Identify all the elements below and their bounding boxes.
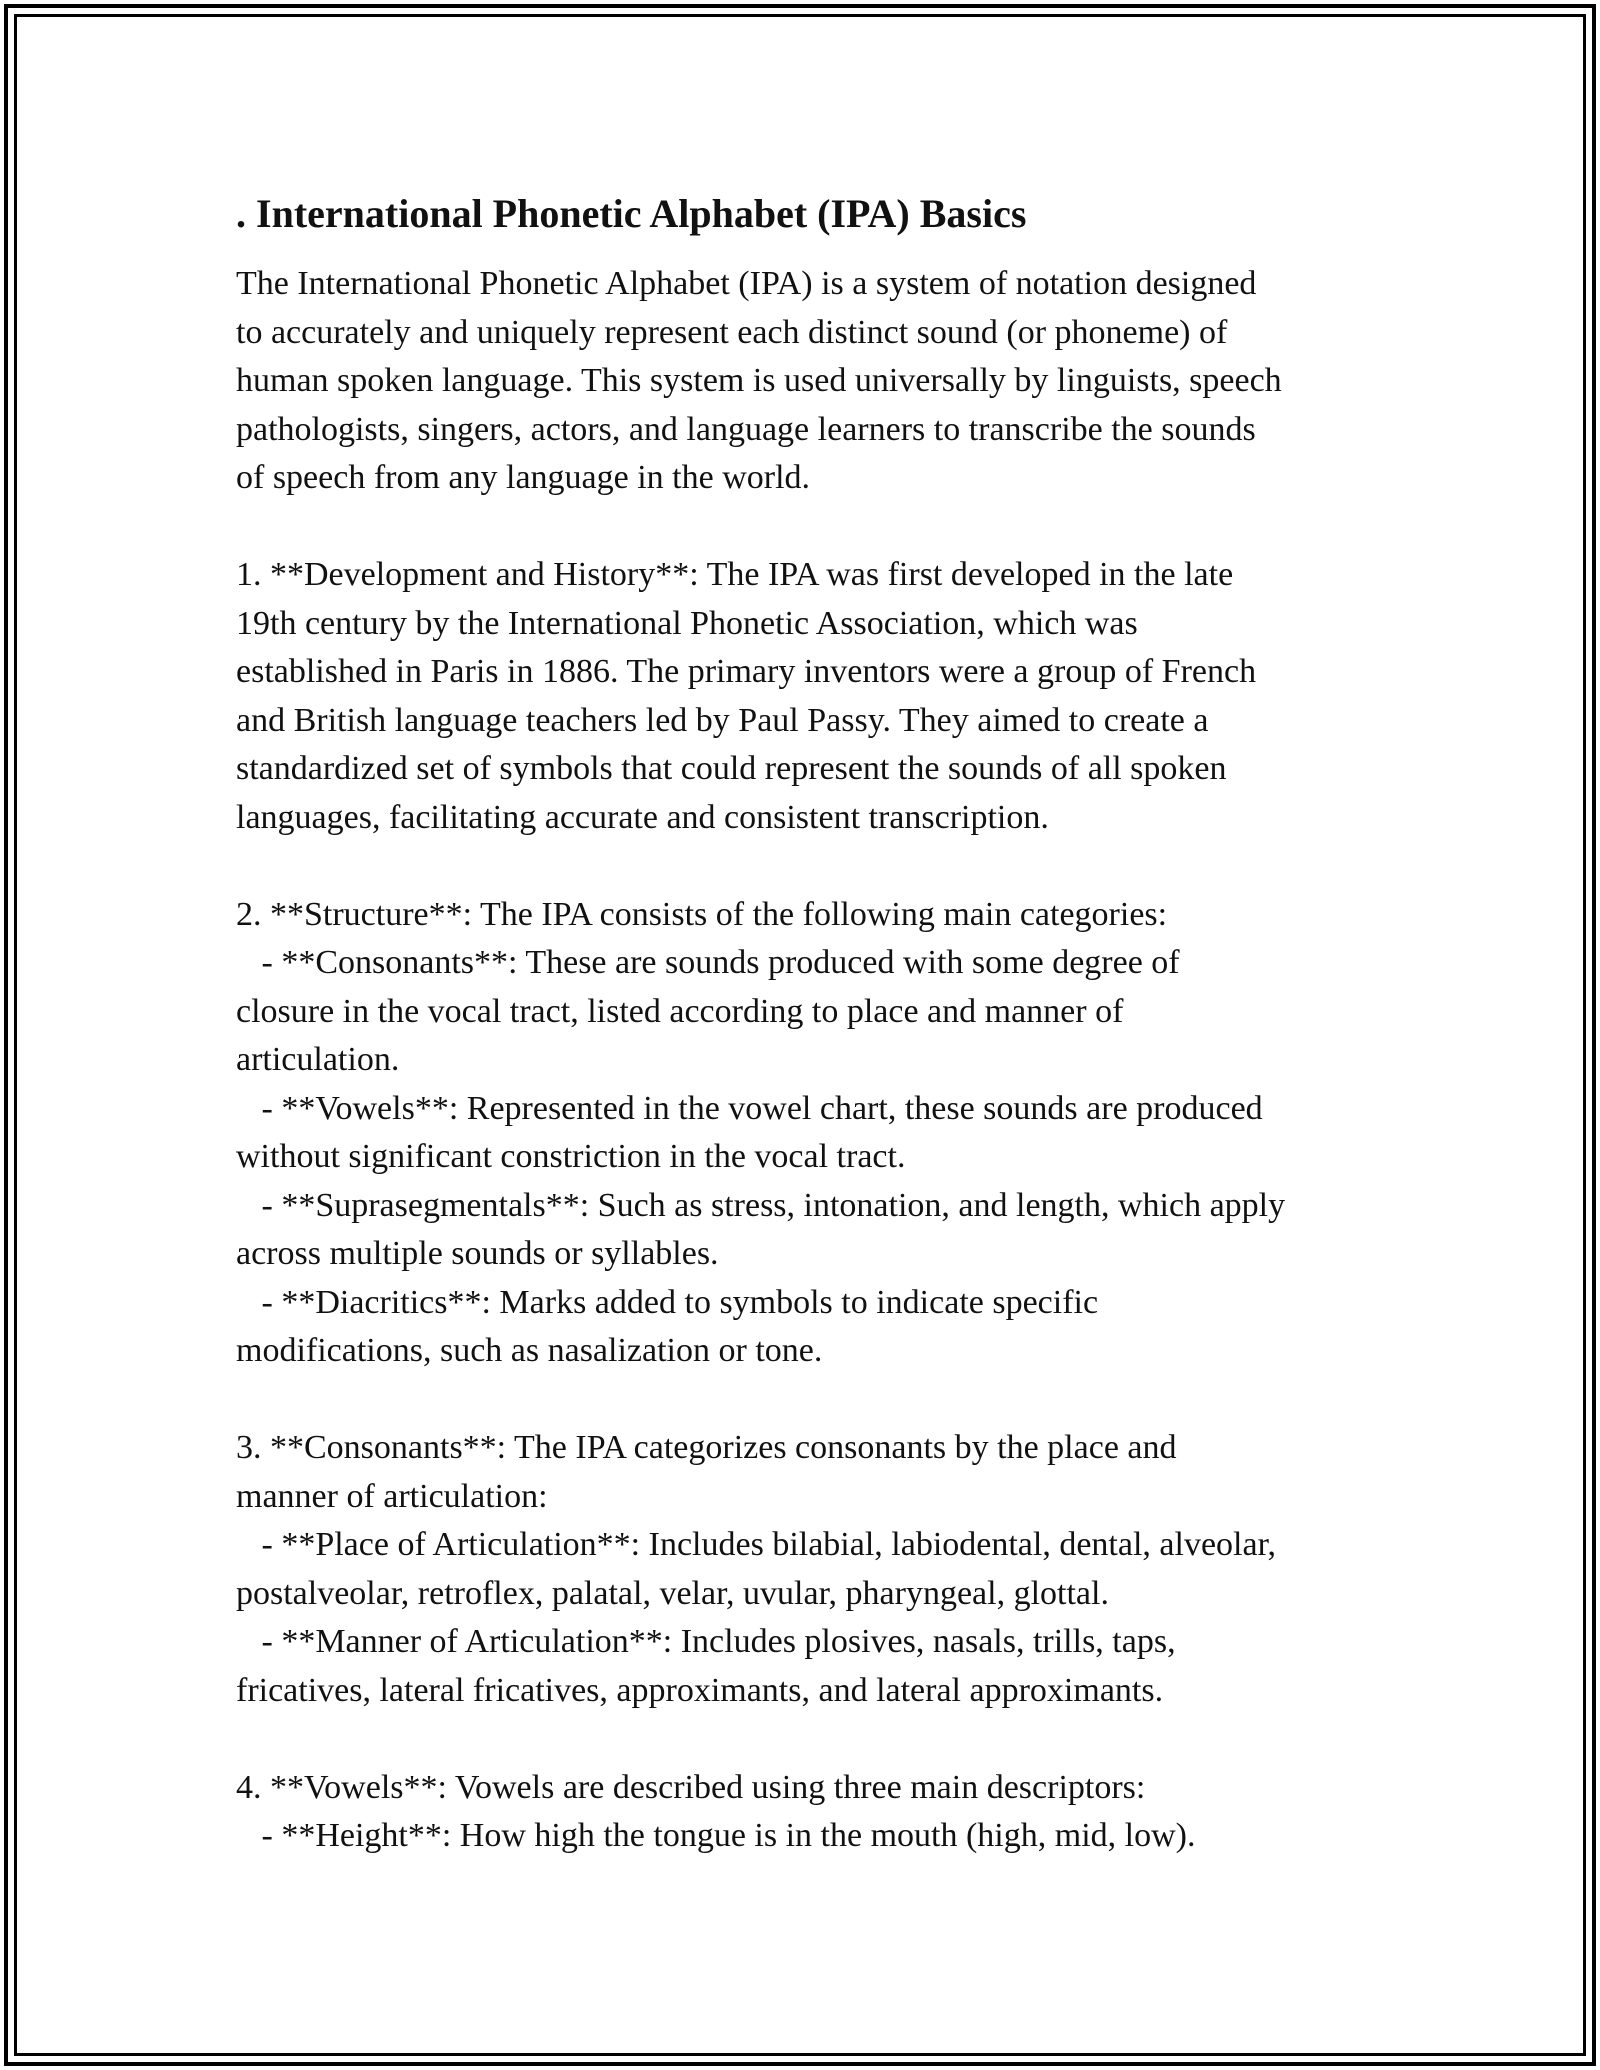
- text-line: - **Suprasegmentals**: Such as stress, intonation, and length, which apply: [236, 1186, 1286, 1224]
- text-line: pathologists, singers, actors, and language learners to transcribe the sounds: [236, 410, 1256, 448]
- text-line: - **Manner of Articulation**: Includes plosives, nasals, trills, taps,: [236, 1623, 1176, 1660]
- text-line: 3. **Consonants**: The IPA categorizes consonants by the place and: [236, 1429, 1177, 1466]
- text-line: fricatives, lateral fricatives, approximants, and lateral approximants.: [236, 1671, 1164, 1709]
- text-line: without significant constriction in the vocal tract.: [236, 1138, 906, 1175]
- text-line: manner of articulation:: [236, 1477, 548, 1515]
- text-line: languages, facilitating accurate and consistent transcription.: [236, 798, 1049, 836]
- blank-line: [236, 842, 1406, 891]
- text-line: 4. **Vowels**: Vowels are described using three main descriptors:: [236, 1768, 1146, 1806]
- document-title: . International Phonetic Alphabet (IPA) Basics: [236, 191, 1027, 236]
- text-line: of speech from any language in the world.: [236, 459, 811, 496]
- document-body: [236, 188, 1406, 1861]
- text-line: modifications, such as nasalization or tone.: [236, 1332, 823, 1369]
- text-line: articulation.: [236, 1041, 400, 1078]
- text-line: 19th century by the International Phonetic Association, which was: [236, 604, 1138, 642]
- text-line: The International Phonetic Alphabet (IPA) is a system of notation designed: [236, 265, 1257, 302]
- text-line: 2. **Structure**: The IPA consists of the following main categories:: [236, 895, 1168, 933]
- text-line: - **Diacritics**: Marks added to symbols to indicate specific: [236, 1283, 1099, 1321]
- text-line: - **Vowels**: Represented in the vowel chart, these sounds are produced: [236, 1089, 1263, 1127]
- text-line: established in Paris in 1886. The primary inventors were a group of French: [236, 653, 1257, 690]
- text-line: postalveolar, retroflex, palatal, velar, uvular, pharyngeal, glottal.: [236, 1574, 1109, 1612]
- document-text: [236, 260, 1406, 1861]
- text-line: human spoken language. This system is used universally by linguists, speech: [236, 362, 1282, 399]
- blank-line: [236, 1715, 1406, 1764]
- text-line: 1. **Development and History**: The IPA was first developed in the late: [236, 556, 1234, 593]
- text-line: to accurately and uniquely represent each distinct sound (or phoneme) of: [236, 313, 1228, 351]
- blank-line: [236, 1376, 1406, 1425]
- text-line: - **Place of Articulation**: Includes bilabial, labiodental, dental, alveolar,: [236, 1526, 1277, 1563]
- text-line: and British language teachers led by Paul Passy. They aimed to create a: [236, 701, 1209, 739]
- text-line: across multiple sounds or syllables.: [236, 1235, 719, 1272]
- blank-line: [236, 503, 1406, 552]
- text-line: - **Height**: How high the tongue is in the mouth (high, mid, low).: [236, 1817, 1196, 1854]
- text-line: standardized set of symbols that could represent the sounds of all spoken: [236, 750, 1227, 787]
- text-line: closure in the vocal tract, listed according to place and manner of: [236, 992, 1124, 1030]
- text-line: - **Consonants**: These are sounds produced with some degree of: [236, 944, 1180, 981]
